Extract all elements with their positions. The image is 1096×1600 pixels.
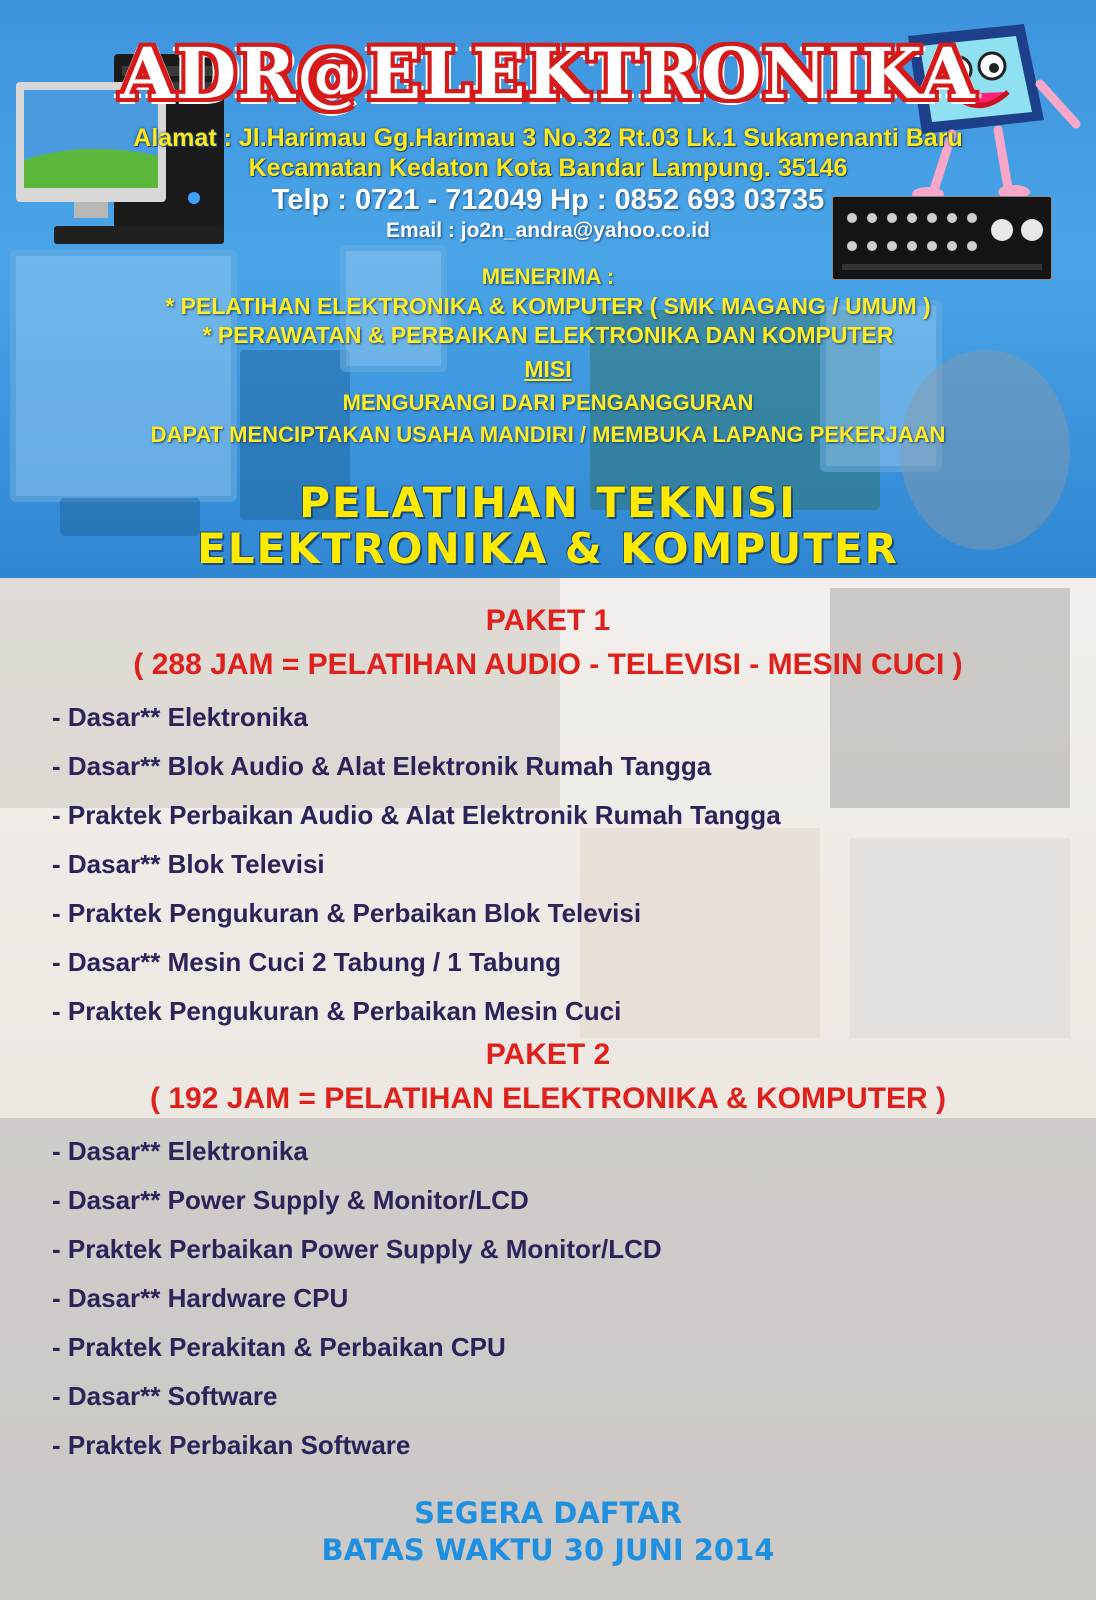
course-content [0, 578, 1096, 1600]
address-line-2: Kecamatan Kedaton Kota Bandar Lampung. 35146 [248, 154, 848, 182]
paket-1-item: - Dasar** Blok Televisi [52, 849, 325, 879]
header-banner [0, 0, 1096, 578]
mission-heading: MISI [524, 356, 572, 382]
register-call-to-action: SEGERA DAFTAR [414, 1496, 682, 1530]
paket-2-item: - Dasar** Hardware CPU [52, 1283, 349, 1313]
mission-line: DAPAT MENCIPTAKAN USAHA MANDIRI / MEMBUKA LAPANG PEKERJAAN [150, 422, 946, 447]
paket-1-item: - Dasar** Blok Audio & Alat Elektronik Rumah Tangga [52, 751, 712, 781]
paket-1-item: - Praktek Pengukuran & Perbaikan Blok Televisi [52, 898, 642, 928]
paket-2-item: - Dasar** Software [52, 1381, 278, 1411]
paket-1-item: - Praktek Pengukuran & Perbaikan Mesin Cuci [52, 996, 622, 1026]
paket-2-item: - Praktek Perbaikan Power Supply & Monitor/LCD [52, 1234, 662, 1264]
paket-2-item: - Praktek Perbaikan Software [52, 1430, 411, 1460]
paket-2-item: - Dasar** Elektronika [52, 1136, 308, 1166]
service-item: * PERAWATAN & PERBAIKAN ELEKTRONIKA DAN KOMPUTER [202, 322, 894, 348]
background-network-diagram [850, 838, 1070, 1038]
brand-title: ADR@ELEKTRONIKA [120, 32, 976, 115]
registration-deadline: BATAS WAKTU 30 JUNI 2014 [321, 1533, 775, 1567]
phone-numbers: Telp : 0721 - 712049 Hp : 0852 693 03735 [271, 184, 825, 216]
paket-1-item: - Dasar** Elektronika [52, 702, 308, 732]
headline-line-2: ELEKTRONIKA & KOMPUTER [197, 524, 899, 573]
service-item: * PELATIHAN ELEKTRONIKA & KOMPUTER ( SMK MAGANG / UMUM ) [165, 293, 931, 319]
paket-1-title: PAKET 1 [485, 604, 611, 637]
paket-2-subtitle: ( 192 JAM = PELATIHAN ELEKTRONIKA & KOMPUTER ) [150, 1082, 946, 1115]
headline-line-1: PELATIHAN TEKNISI [299, 478, 797, 527]
paket-1-subtitle: ( 288 JAM = PELATIHAN AUDIO - TELEVISI - MESIN CUCI ) [133, 648, 963, 681]
paket-1-item: - Dasar** Mesin Cuci 2 Tabung / 1 Tabung [52, 947, 562, 977]
paket-2-item: - Dasar** Power Supply & Monitor/LCD [52, 1185, 529, 1215]
services-heading: MENERIMA : [481, 264, 615, 289]
address-line-1: Alamat : Jl.Harimau Gg.Harimau 3 No.32 Rt.03 Lk.1 Sukamenanti Baru [133, 124, 963, 152]
mission-line: MENGURANGI DARI PENGANGGURAN [342, 390, 754, 415]
paket-2-item: - Praktek Perakitan & Perbaikan CPU [52, 1332, 506, 1362]
paket-1-item: - Praktek Perbaikan Audio & Alat Elektronik Rumah Tangga [52, 800, 781, 830]
email-address: Email : jo2n_andra@yahoo.co.id [386, 219, 710, 242]
paket-2-title: PAKET 2 [485, 1038, 611, 1071]
